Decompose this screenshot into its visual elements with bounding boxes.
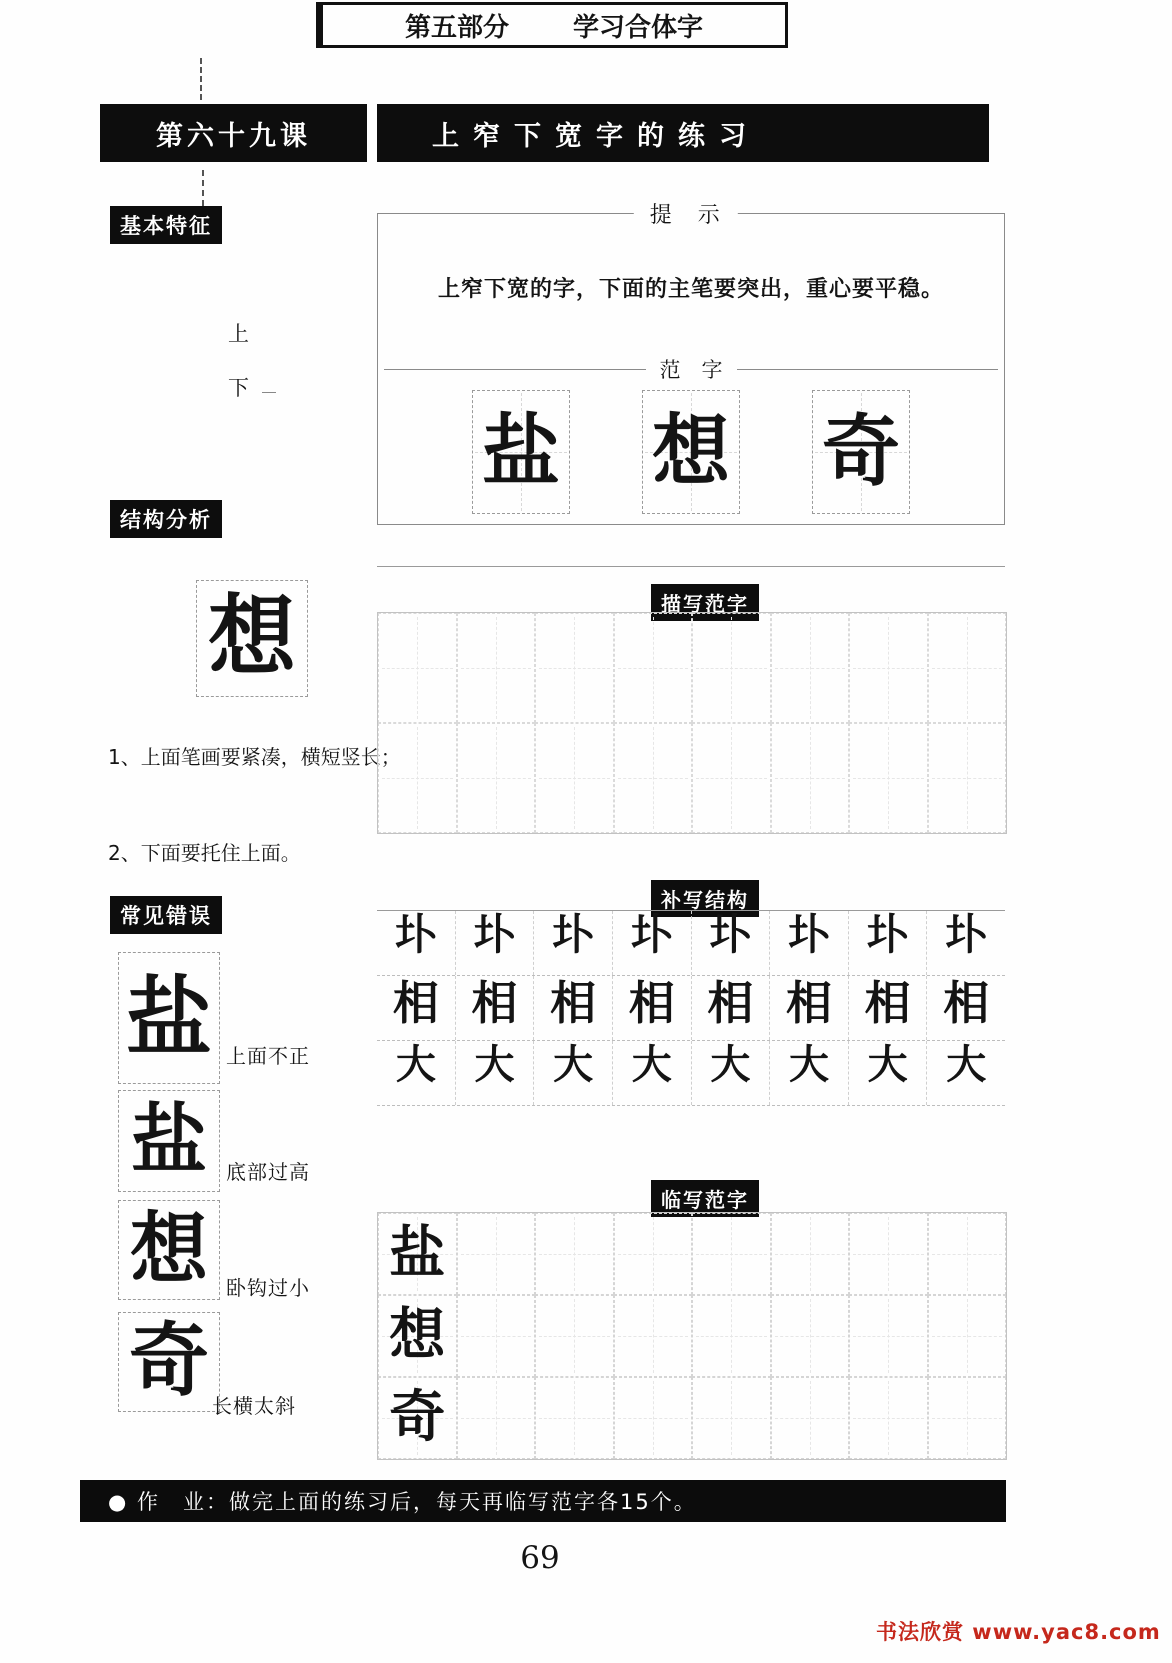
trace-cell xyxy=(457,723,536,833)
component-char: 大 xyxy=(553,1042,594,1087)
copy-cell xyxy=(535,1213,614,1295)
component-char: 相 xyxy=(471,978,518,1029)
copy-cell xyxy=(614,1213,693,1295)
structure-example-box xyxy=(196,580,308,697)
scan-artifact xyxy=(202,170,204,206)
copy-cell xyxy=(771,1213,850,1295)
error-char: 想 xyxy=(129,1206,208,1293)
complete-cell xyxy=(613,911,692,975)
component-char: 相 xyxy=(943,978,990,1029)
trace-practice-grid xyxy=(377,612,1007,834)
copy-cell xyxy=(535,1295,614,1377)
error-caption: 长横太斜 xyxy=(212,1394,296,1418)
watermark: 书法欣赏 www.yac8.com xyxy=(876,1620,1161,1644)
component-char: 大 xyxy=(710,1042,751,1087)
component-char: 圤 xyxy=(473,913,516,959)
trace-cell xyxy=(692,723,771,833)
error-caption: 卧钩过小 xyxy=(226,1276,310,1300)
component-char: 圤 xyxy=(552,913,595,959)
complete-row xyxy=(377,976,1005,1041)
copy-cell xyxy=(378,1295,457,1377)
copy-cell xyxy=(849,1377,928,1459)
structure-analysis-label: 结构分析 xyxy=(110,500,222,538)
hint-text: 上窄下宽的字，下面的主笔要突出，重心要平稳。 xyxy=(437,276,944,301)
error-char: 盐 xyxy=(126,970,212,1066)
trace-cell xyxy=(849,723,928,833)
complete-row xyxy=(377,1041,1005,1106)
error-example-box xyxy=(118,1312,220,1412)
complete-structure-grid xyxy=(377,910,1005,1106)
copy-cell xyxy=(849,1295,928,1377)
copy-cell xyxy=(457,1295,536,1377)
complete-cell xyxy=(849,1041,928,1105)
component-char: 相 xyxy=(707,978,754,1029)
component-char: 圤 xyxy=(787,913,830,959)
component-char: 大 xyxy=(395,1042,436,1087)
copy-cell xyxy=(928,1213,1007,1295)
complete-cell xyxy=(613,976,692,1040)
scan-dash xyxy=(262,392,276,393)
model-char: 奇 xyxy=(821,408,900,495)
component-char: 相 xyxy=(550,978,597,1029)
trace-cell xyxy=(771,723,850,833)
copy-cell xyxy=(692,1295,771,1377)
position-top-label: 上 xyxy=(228,322,249,346)
component-char: 圤 xyxy=(709,913,752,959)
complete-cell xyxy=(534,911,613,975)
trace-cell xyxy=(928,723,1007,833)
complete-row xyxy=(377,911,1005,976)
part-number: 第五部分 xyxy=(404,12,509,42)
trace-cell xyxy=(614,723,693,833)
copy-cell xyxy=(928,1295,1007,1377)
component-char: 大 xyxy=(867,1042,908,1087)
complete-cell xyxy=(377,911,456,975)
trace-cell xyxy=(378,723,457,833)
complete-cell xyxy=(849,911,928,975)
complete-cell xyxy=(692,976,771,1040)
trace-cell xyxy=(378,613,457,723)
common-errors-label: 常见错误 xyxy=(110,896,222,934)
section-divider xyxy=(377,566,1005,567)
component-char: 大 xyxy=(474,1042,515,1087)
complete-cell xyxy=(927,976,1005,1040)
copy-cell xyxy=(457,1377,536,1459)
copy-cell xyxy=(378,1377,457,1459)
trace-cell xyxy=(771,613,850,723)
lesson-title-banner: 上窄下宽字的练习 xyxy=(377,104,989,162)
copy-cell xyxy=(614,1295,693,1377)
copy-cell xyxy=(928,1377,1007,1459)
error-example-box xyxy=(118,952,220,1084)
model-char-box xyxy=(812,390,910,514)
component-char: 圤 xyxy=(394,913,437,959)
trace-cell xyxy=(535,613,614,723)
trace-section-label: 描写范字 xyxy=(651,584,759,621)
complete-cell xyxy=(849,976,928,1040)
error-example-box xyxy=(118,1200,220,1300)
complete-cell xyxy=(456,911,535,975)
component-char: 大 xyxy=(788,1042,829,1087)
complete-cell xyxy=(927,911,1005,975)
copy-cell xyxy=(535,1377,614,1459)
component-char: 相 xyxy=(785,978,832,1029)
copied-char: 奇 xyxy=(389,1387,446,1449)
copy-cell xyxy=(771,1295,850,1377)
model-characters-row xyxy=(378,390,1004,514)
copy-section-label: 临写范字 xyxy=(651,1180,759,1217)
model-char-box xyxy=(472,390,570,514)
copy-practice-grid xyxy=(377,1212,1007,1460)
copy-cell xyxy=(692,1377,771,1459)
trace-cell xyxy=(614,613,693,723)
model-title-row xyxy=(384,354,998,384)
component-char: 大 xyxy=(631,1042,672,1087)
model-title: 范 字 xyxy=(659,358,723,382)
trace-cell xyxy=(692,613,771,723)
error-caption: 底部过高 xyxy=(226,1160,310,1184)
error-caption: 上面不正 xyxy=(226,1044,310,1068)
rule-line xyxy=(737,369,999,370)
component-char: 大 xyxy=(946,1042,987,1087)
lesson-number-banner: 第六十九课 xyxy=(100,104,367,162)
complete-cell xyxy=(534,1041,613,1105)
complete-cell xyxy=(927,1041,1005,1105)
complete-cell xyxy=(456,1041,535,1105)
copied-char: 盐 xyxy=(389,1223,446,1285)
hint-title: 提 示 xyxy=(634,198,738,229)
homework-bar: ● 作 业：做完上面的练习后，每天再临写范字各15个。 xyxy=(80,1480,1006,1522)
complete-cell xyxy=(534,976,613,1040)
model-char: 盐 xyxy=(481,408,560,495)
part-header xyxy=(316,2,788,48)
trace-cell xyxy=(535,723,614,833)
complete-cell xyxy=(692,1041,771,1105)
copy-cell xyxy=(614,1377,693,1459)
error-char: 盐 xyxy=(131,1099,207,1183)
complete-cell xyxy=(770,976,849,1040)
component-char: 圤 xyxy=(945,913,988,959)
scan-artifact xyxy=(200,58,202,100)
position-bottom-label: 下 xyxy=(228,376,249,400)
model-char-box xyxy=(642,390,740,514)
copied-char: 想 xyxy=(389,1305,446,1367)
error-char: 奇 xyxy=(129,1318,209,1406)
page-number: 69 xyxy=(520,1540,560,1576)
copy-cell xyxy=(378,1213,457,1295)
part-title: 学习合体字 xyxy=(573,12,704,42)
basic-features-label: 基本特征 xyxy=(110,206,222,244)
copy-cell xyxy=(849,1213,928,1295)
component-char: 圤 xyxy=(630,913,673,959)
trace-cell xyxy=(457,613,536,723)
copy-cell xyxy=(692,1213,771,1295)
complete-cell xyxy=(377,976,456,1040)
rule-line xyxy=(384,369,646,370)
model-char: 想 xyxy=(651,408,730,495)
component-char: 相 xyxy=(628,978,675,1029)
structure-example-char: 想 xyxy=(207,589,296,687)
structure-point-2: 2、下面要托住上面。 xyxy=(108,841,301,865)
hint-box xyxy=(377,202,1005,525)
complete-cell xyxy=(377,1041,456,1105)
complete-cell xyxy=(456,976,535,1040)
component-char: 相 xyxy=(864,978,911,1029)
component-char: 相 xyxy=(392,978,439,1029)
complete-cell xyxy=(770,1041,849,1105)
error-example-box xyxy=(118,1090,220,1192)
copy-cell xyxy=(457,1213,536,1295)
structure-point-1: 1、上面笔画要紧凑，横短竖长； xyxy=(108,745,401,769)
component-char: 圤 xyxy=(866,913,909,959)
copy-cell xyxy=(771,1377,850,1459)
complete-section-label: 补写结构 xyxy=(651,880,759,917)
complete-cell xyxy=(770,911,849,975)
complete-cell xyxy=(613,1041,692,1105)
trace-cell xyxy=(928,613,1007,723)
trace-cell xyxy=(849,613,928,723)
complete-cell xyxy=(692,911,771,975)
